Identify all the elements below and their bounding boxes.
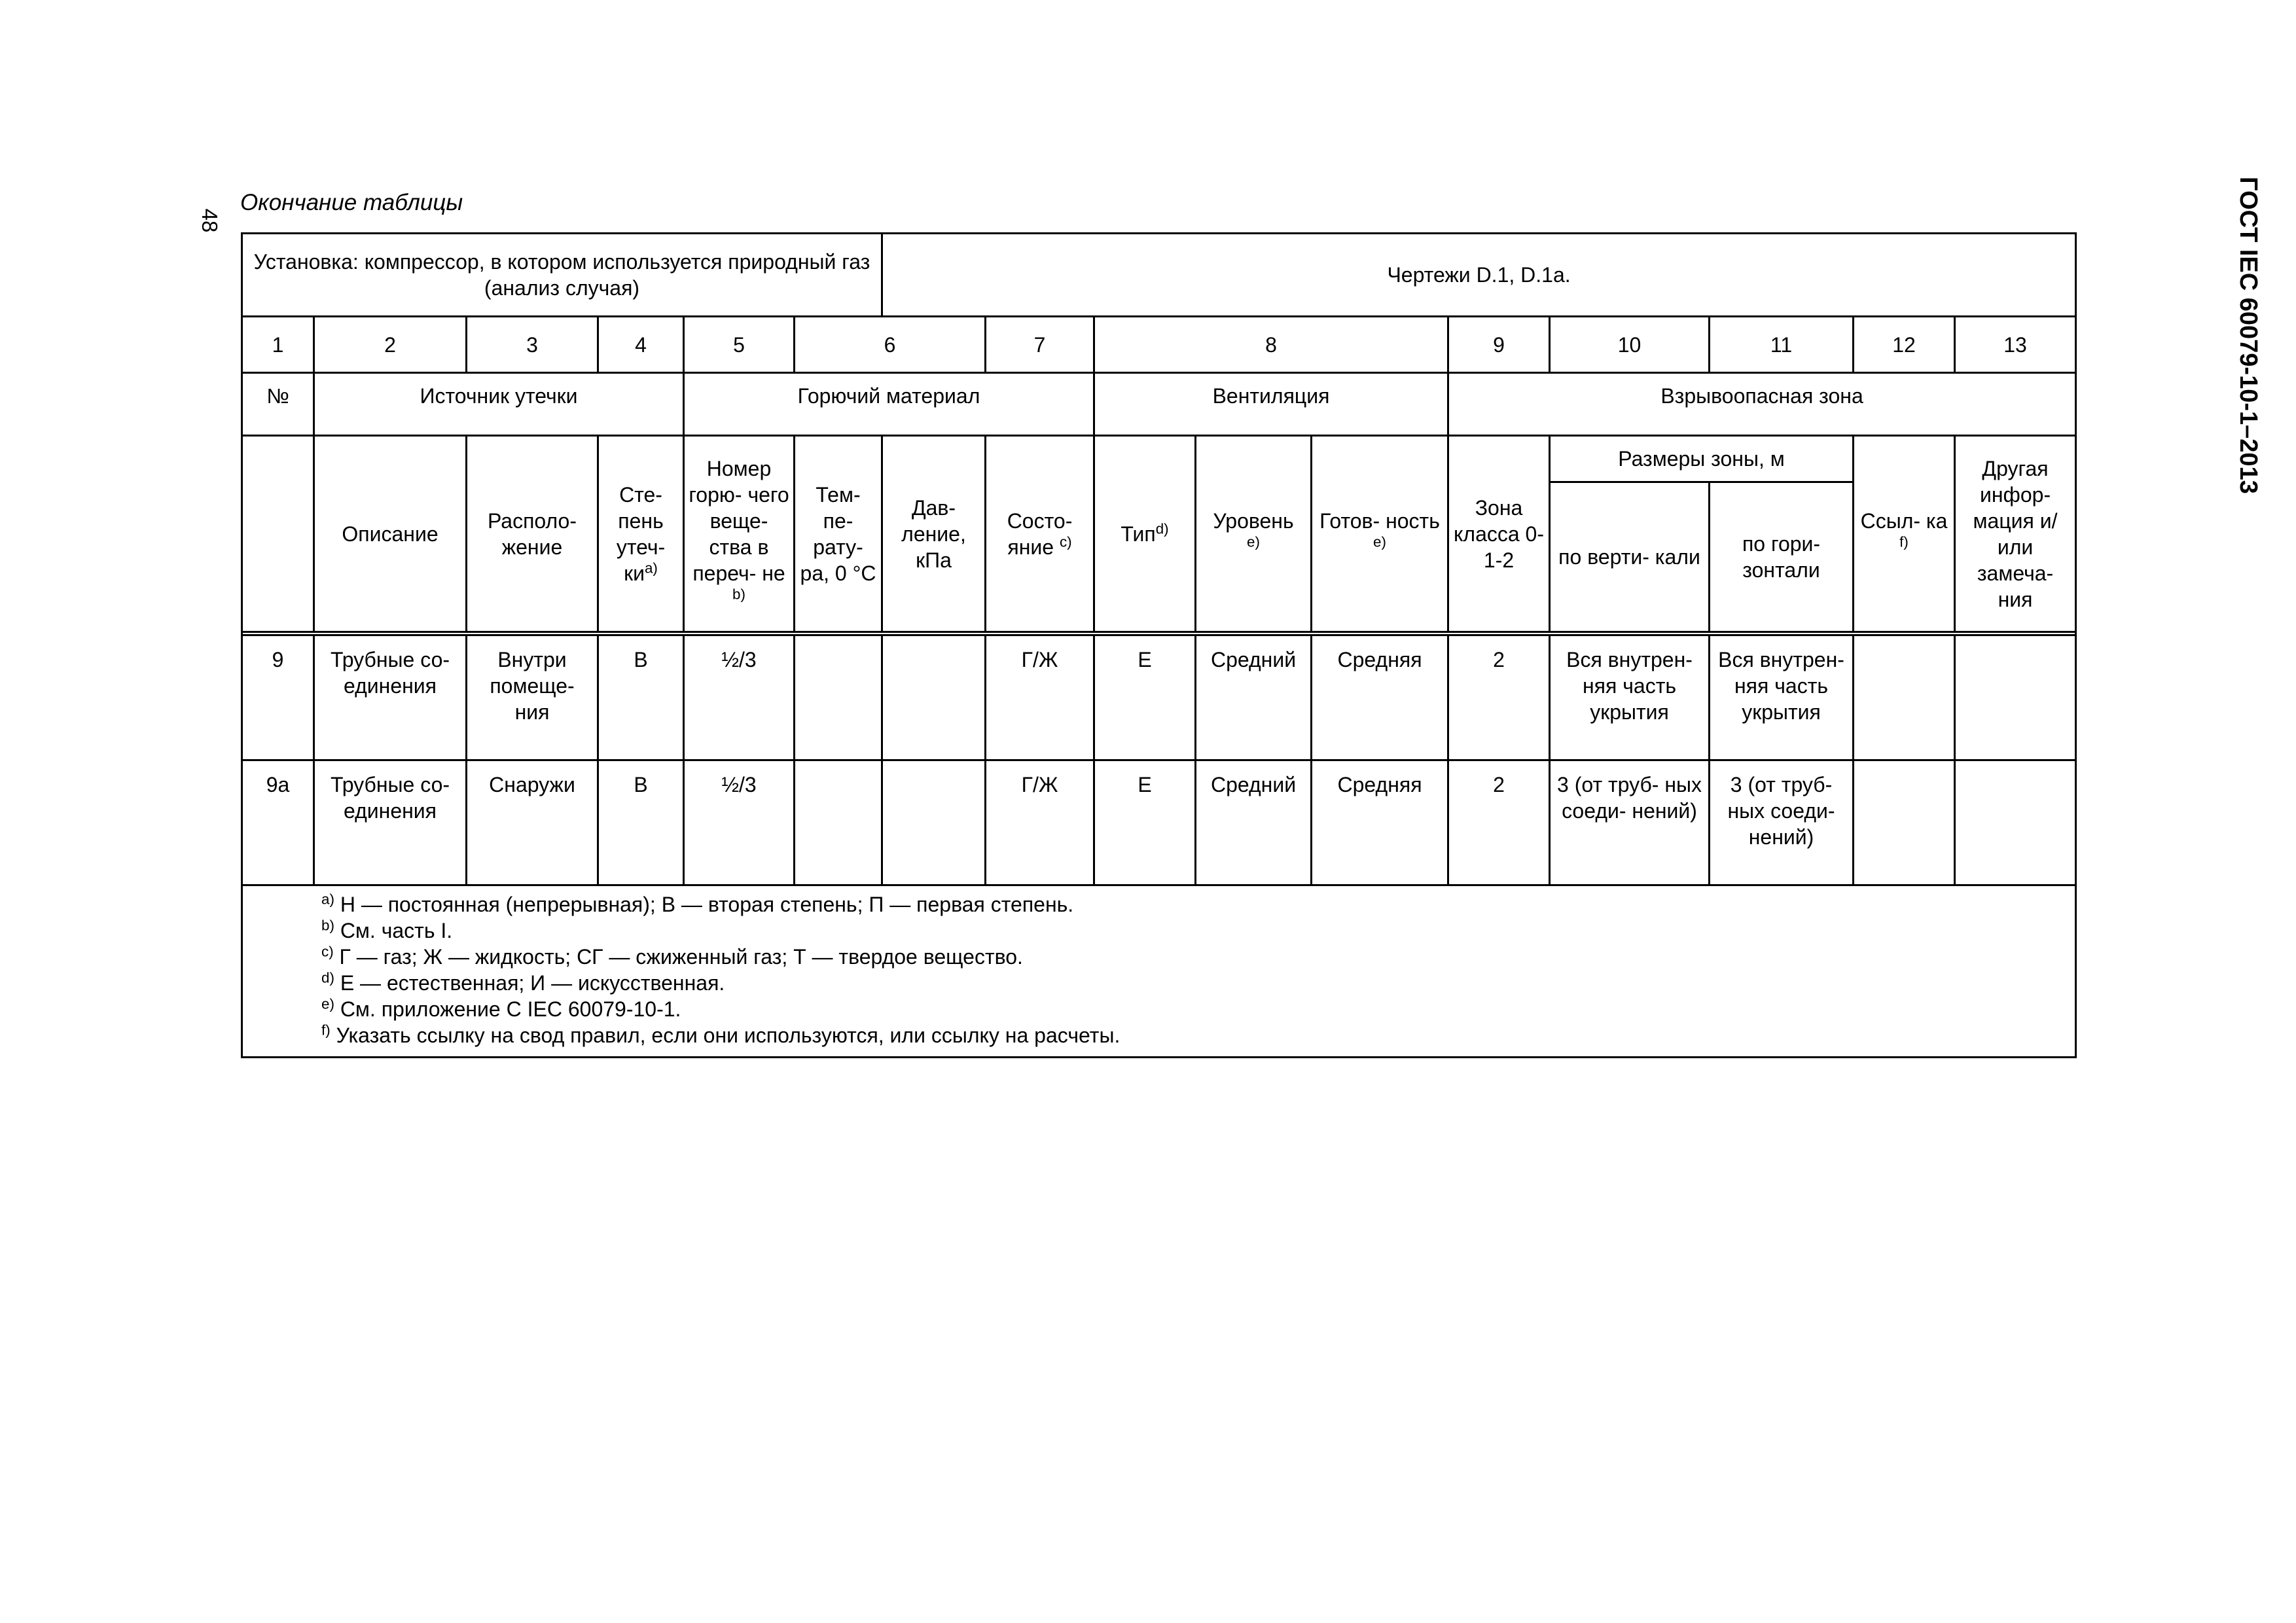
cell-horizontal: 3 (от труб- ных соеди- нений) bbox=[1710, 760, 1854, 885]
cell-other bbox=[1955, 635, 2076, 760]
column-number: 6 bbox=[795, 317, 986, 373]
group-hazardous-zone: Взрывоопасная зона bbox=[1448, 373, 2076, 436]
column-number: 5 bbox=[684, 317, 795, 373]
cell-zone-class: 2 bbox=[1448, 635, 1550, 760]
group-leak-source: Источник утечки bbox=[314, 373, 684, 436]
cell-vertical: Вся внутрен- няя часть укрытия bbox=[1550, 635, 1710, 760]
setup-label: Установка: компрессор, в котором используется природный газ (анализ случая) bbox=[253, 250, 870, 300]
footnote-mark: e) bbox=[321, 995, 334, 1012]
header-pressure: Дав- ление, кПа bbox=[882, 436, 986, 632]
cell-description: Трубные со- единения bbox=[314, 760, 467, 885]
cell-state: Г/Ж bbox=[986, 760, 1094, 885]
cell-type: Е bbox=[1094, 635, 1196, 760]
cell-state: Г/Ж bbox=[986, 635, 1094, 760]
footnote-mark: a) bbox=[321, 891, 334, 908]
cell-no: 9а bbox=[242, 760, 314, 885]
footnote-text: Н — постоянная (непрерывная); В — вторая степень; П — первая степень. bbox=[340, 893, 1074, 916]
setup-label-cell bbox=[242, 234, 882, 317]
header-type bbox=[1094, 436, 1196, 632]
footnote-mark: e) bbox=[1247, 533, 1260, 550]
footnote bbox=[321, 970, 2068, 996]
cell-reference bbox=[1854, 760, 1955, 885]
column-number: 11 bbox=[1710, 317, 1854, 373]
table-row bbox=[242, 635, 2076, 760]
footnote bbox=[321, 918, 2068, 944]
cell-zone-class: 2 bbox=[1448, 760, 1550, 885]
cell-grade: В bbox=[598, 760, 684, 885]
header-type-text: Тип bbox=[1121, 522, 1156, 546]
footnote bbox=[321, 944, 2068, 970]
page-number: 48 bbox=[198, 208, 222, 233]
header-vertical: по верти- кали bbox=[1550, 482, 1710, 632]
header-grade-text: Сте- пень утеч- ки bbox=[616, 482, 666, 585]
footnote-mark: b) bbox=[732, 585, 745, 602]
footnote-mark: f) bbox=[1899, 533, 1909, 550]
footnote bbox=[321, 1022, 2068, 1048]
column-number: 2 bbox=[314, 317, 467, 373]
column-number: 12 bbox=[1854, 317, 1955, 373]
header-horizontal: по гори- зонтали bbox=[1710, 482, 1854, 632]
cell-temperature bbox=[795, 760, 882, 885]
cell-horizontal: Вся внутрен- няя часть укрытия bbox=[1710, 635, 1854, 760]
header-availability-text: Готов- ность bbox=[1319, 508, 1440, 533]
footnote-text: Е — естественная; И — искусственная. bbox=[340, 971, 725, 995]
cell-description: Трубные со- единения bbox=[314, 635, 467, 760]
cell-vertical: 3 (от труб- ных соеди- нений) bbox=[1550, 760, 1710, 885]
header-other: Другая инфор- мация и/или замеча- ния bbox=[1955, 436, 2076, 632]
table-caption: Окончание таблицы bbox=[240, 190, 463, 215]
header-zone-size-group: Размеры зоны, м bbox=[1550, 436, 1854, 482]
column-number: 3 bbox=[467, 317, 598, 373]
running-head: ГОСТ IEC 60079-10-1–2013 bbox=[2234, 177, 2262, 494]
drawings-label: Чертежи D.1, D.1a. bbox=[1387, 263, 1571, 287]
footnote-mark: c) bbox=[321, 943, 334, 960]
header-level bbox=[1196, 436, 1312, 632]
header-state bbox=[986, 436, 1094, 632]
cell-reference bbox=[1854, 635, 1955, 760]
header-reference bbox=[1854, 436, 1955, 632]
header-grade bbox=[598, 436, 684, 632]
column-number: 10 bbox=[1550, 317, 1710, 373]
cell-level: Средний bbox=[1196, 635, 1312, 760]
header-temperature: Тем- пе- рату- ра, 0 °C bbox=[795, 436, 882, 632]
header-availability bbox=[1312, 436, 1448, 632]
cell-temperature bbox=[795, 635, 882, 760]
footnotes-cell bbox=[242, 885, 2076, 1058]
cell-level: Средний bbox=[1196, 760, 1312, 885]
cell-pressure bbox=[882, 635, 986, 760]
footnote-mark: c) bbox=[1059, 533, 1072, 550]
header-blank bbox=[242, 436, 314, 632]
group-ventilation: Вентиляция bbox=[1094, 373, 1448, 436]
footnote-mark: f) bbox=[321, 1022, 331, 1039]
header-location: Располо- жение bbox=[467, 436, 598, 632]
header-reference-text: Ссыл- ка bbox=[1860, 508, 1948, 533]
header-state-text: Состо- яние bbox=[1007, 508, 1073, 559]
column-number: 9 bbox=[1448, 317, 1550, 373]
area-classification-table bbox=[241, 232, 2077, 1058]
column-number: 13 bbox=[1955, 317, 2076, 373]
header-level-text: Уровень bbox=[1213, 508, 1294, 533]
group-number: № bbox=[242, 373, 314, 436]
cell-other bbox=[1955, 760, 2076, 885]
header-substance-text: Номер горю- чего веще- ства в переч- не bbox=[689, 456, 789, 585]
cell-substance: ½/3 bbox=[684, 760, 795, 885]
cell-pressure bbox=[882, 760, 986, 885]
column-number: 8 bbox=[1094, 317, 1448, 373]
column-number: 7 bbox=[986, 317, 1094, 373]
header-substance bbox=[684, 436, 795, 632]
footnote-mark: e) bbox=[1373, 533, 1386, 550]
cell-grade: В bbox=[598, 635, 684, 760]
footnote bbox=[321, 996, 2068, 1022]
footnote-text: Г — газ; Ж — жидкость; СГ — сжиженный газ; Т — твердое вещество. bbox=[339, 945, 1023, 969]
cell-availability: Средняя bbox=[1312, 760, 1448, 885]
header-zone-class: Зона класса 0-1-2 bbox=[1448, 436, 1550, 632]
table-row bbox=[242, 760, 2076, 885]
footnote-mark: b) bbox=[321, 917, 334, 934]
cell-no: 9 bbox=[242, 635, 314, 760]
cell-substance: ½/3 bbox=[684, 635, 795, 760]
cell-location: Снаружи bbox=[467, 760, 598, 885]
header-description: Описание bbox=[314, 436, 467, 632]
footnote-text: Указать ссылку на свод правил, если они используются, или ссылку на расчеты. bbox=[336, 1024, 1121, 1047]
footnote-mark: d) bbox=[321, 969, 334, 986]
column-number: 1 bbox=[242, 317, 314, 373]
drawings-cell bbox=[882, 234, 2076, 317]
footnote bbox=[321, 891, 2068, 918]
footnote-mark: d) bbox=[1155, 520, 1169, 537]
cell-type: Е bbox=[1094, 760, 1196, 885]
cell-availability: Средняя bbox=[1312, 635, 1448, 760]
cell-location: Внутри помеще- ния bbox=[467, 635, 598, 760]
footnote-text: См. часть I. bbox=[340, 919, 453, 942]
group-flammable-material: Горючий материал bbox=[684, 373, 1094, 436]
footnote-mark: a) bbox=[644, 559, 658, 576]
footnote-text: См. приложение С IEC 60079-10-1. bbox=[340, 997, 681, 1021]
column-number: 4 bbox=[598, 317, 684, 373]
